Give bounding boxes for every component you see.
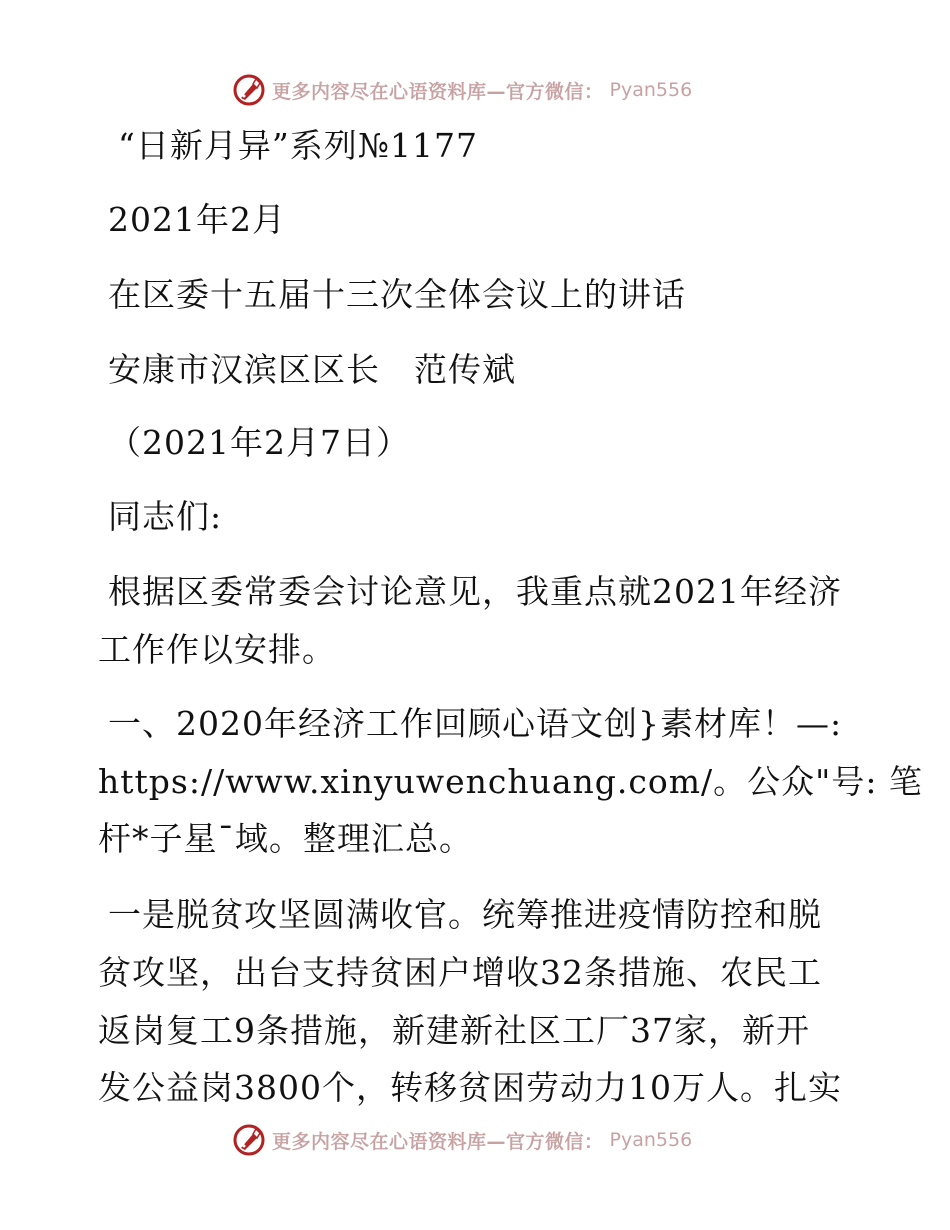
paragraph-1-line-1: 根据区委常委会讨论意见，我重点就2021年经济 (108, 572, 842, 611)
paragraph-2-line-1: 一是脱贫攻坚圆满收官。统筹推进疫情防控和脱 (108, 895, 822, 934)
paragraph-2-line-4: 发公益岗3800个，转移贫困劳动力10万人。扎实 (98, 1068, 842, 1107)
series-number: “日新月异”系列№1177 (118, 126, 478, 165)
header-banner (232, 70, 692, 110)
banner-wechat-id: Pyan556 (609, 79, 693, 101)
paragraph-2-line-2: 贫攻坚，出台支持贫困户增收32条措施、农民工 (98, 953, 822, 992)
speaker-line: 安康市汉滨区区长 范传斌 (108, 350, 516, 389)
pen-nib-seal-icon (232, 73, 266, 107)
footer-banner (232, 1120, 692, 1160)
banner-text: 更多内容尽在心语资料库—官方微信： (272, 1130, 604, 1153)
speech-title: 在区委十五届十三次全体会议上的讲话 (108, 275, 686, 314)
pen-nib-seal-icon (232, 1123, 266, 1157)
banner-text: 更多内容尽在心语资料库—官方微信： (272, 80, 604, 103)
paragraph-1-line-2: 工作作以安排。 (98, 630, 336, 669)
salutation: 同志们: (108, 497, 223, 536)
section-1-heading-line-1: 一、2020年经济工作回顾心语文创}素材库！—: (108, 704, 843, 743)
paragraph-2-line-3: 返岗复工9条措施，新建新社区工厂37家，新开 (98, 1011, 810, 1050)
speech-date: （2021年2月7日） (108, 423, 410, 462)
banner-wechat-id: Pyan556 (609, 1129, 693, 1151)
document-date: 2021年2月 (108, 200, 286, 239)
section-1-heading-line-2: https://www.xinyuwenchuang.com/。公众"号: 笔 (98, 762, 923, 801)
section-1-heading-line-3: 杆*子星¯域。整理汇总。 (98, 819, 473, 858)
